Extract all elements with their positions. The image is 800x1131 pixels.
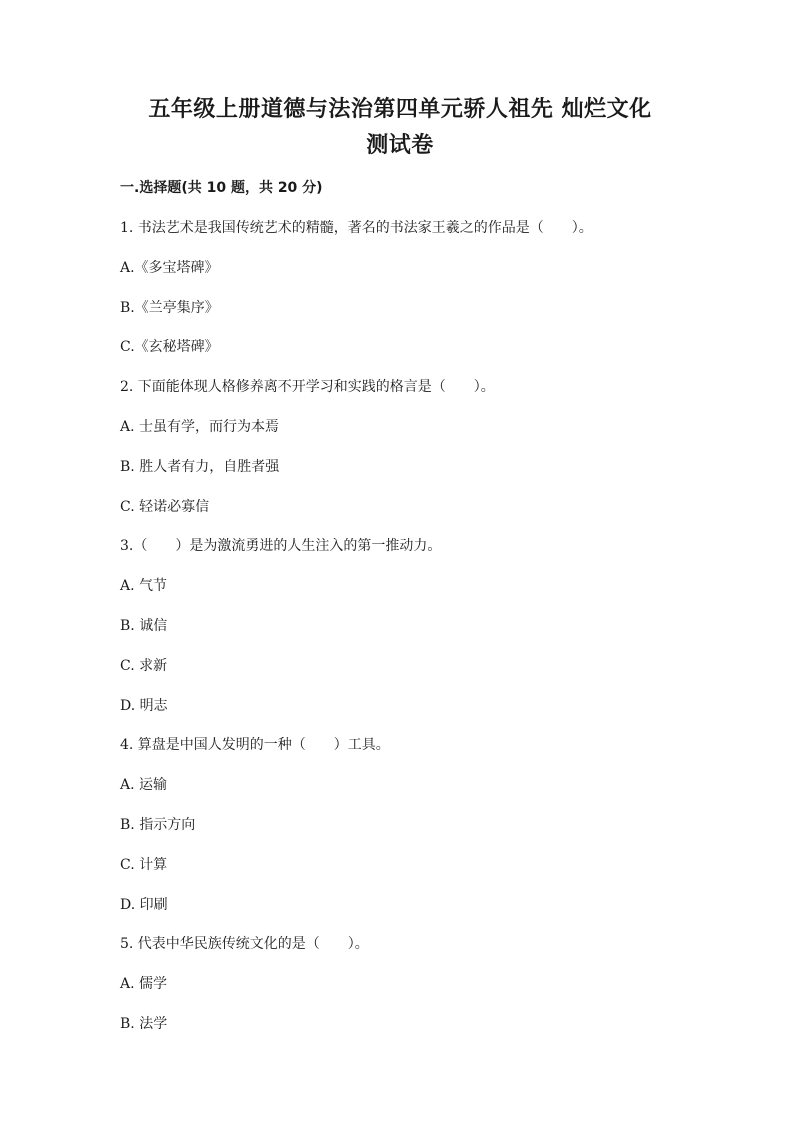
question-1 [120,214,720,373]
option-b: B. 诚信 [120,617,168,634]
option-a: A. 儒学 [120,976,168,993]
option-a: A. 运输 [120,777,168,794]
option-b: B. 指示方向 [120,816,196,833]
question-5 [120,930,720,1049]
question-4 [120,731,720,930]
question-stem: 2. 下面能体现人格修养离不开学习和实践的格言是（ ）。 [120,379,495,396]
option-a: A.《多宝塔碑》 [120,259,219,276]
option-c: C. 求新 [120,657,168,674]
option-b: B. 法学 [120,1015,168,1032]
option-d: D. 印刷 [120,896,168,913]
page-title [60,92,740,164]
option-a: A. 气节 [120,578,168,595]
option-b: B. 胜人者有力，自胜者强 [120,458,280,475]
option-c: C.《玄秘塔碑》 [120,339,219,356]
title-line-1: 五年级上册道德与法治第四单元骄人祖先 灿烂文化 [148,97,652,122]
option-b: B.《兰亭集序》 [120,299,219,316]
option-c: C. 计算 [120,856,168,873]
question-list [120,214,720,1050]
question-stem: 4. 算盘是中国人发明的一种（ ）工具。 [120,737,390,754]
question-stem: 5. 代表中华民族传统文化的是（ ）。 [120,936,369,953]
question-stem: 1. 书法艺术是我国传统艺术的精髓，著名的书法家王羲之的作品是（ ）。 [120,220,593,236]
question-3 [120,532,720,731]
question-2 [120,373,720,532]
question-stem: 3.（ ）是为激流勇进的人生注入的第一推动力。 [120,538,442,555]
section-heading: 一.选择题(共 10 题，共 20 分) [120,180,323,196]
option-d: D. 明志 [120,697,168,714]
option-a: A. 士虽有学，而行为本焉 [120,418,280,435]
option-c: C. 轻诺必寡信 [120,498,210,515]
title-line-2: 测试卷 [366,133,434,158]
